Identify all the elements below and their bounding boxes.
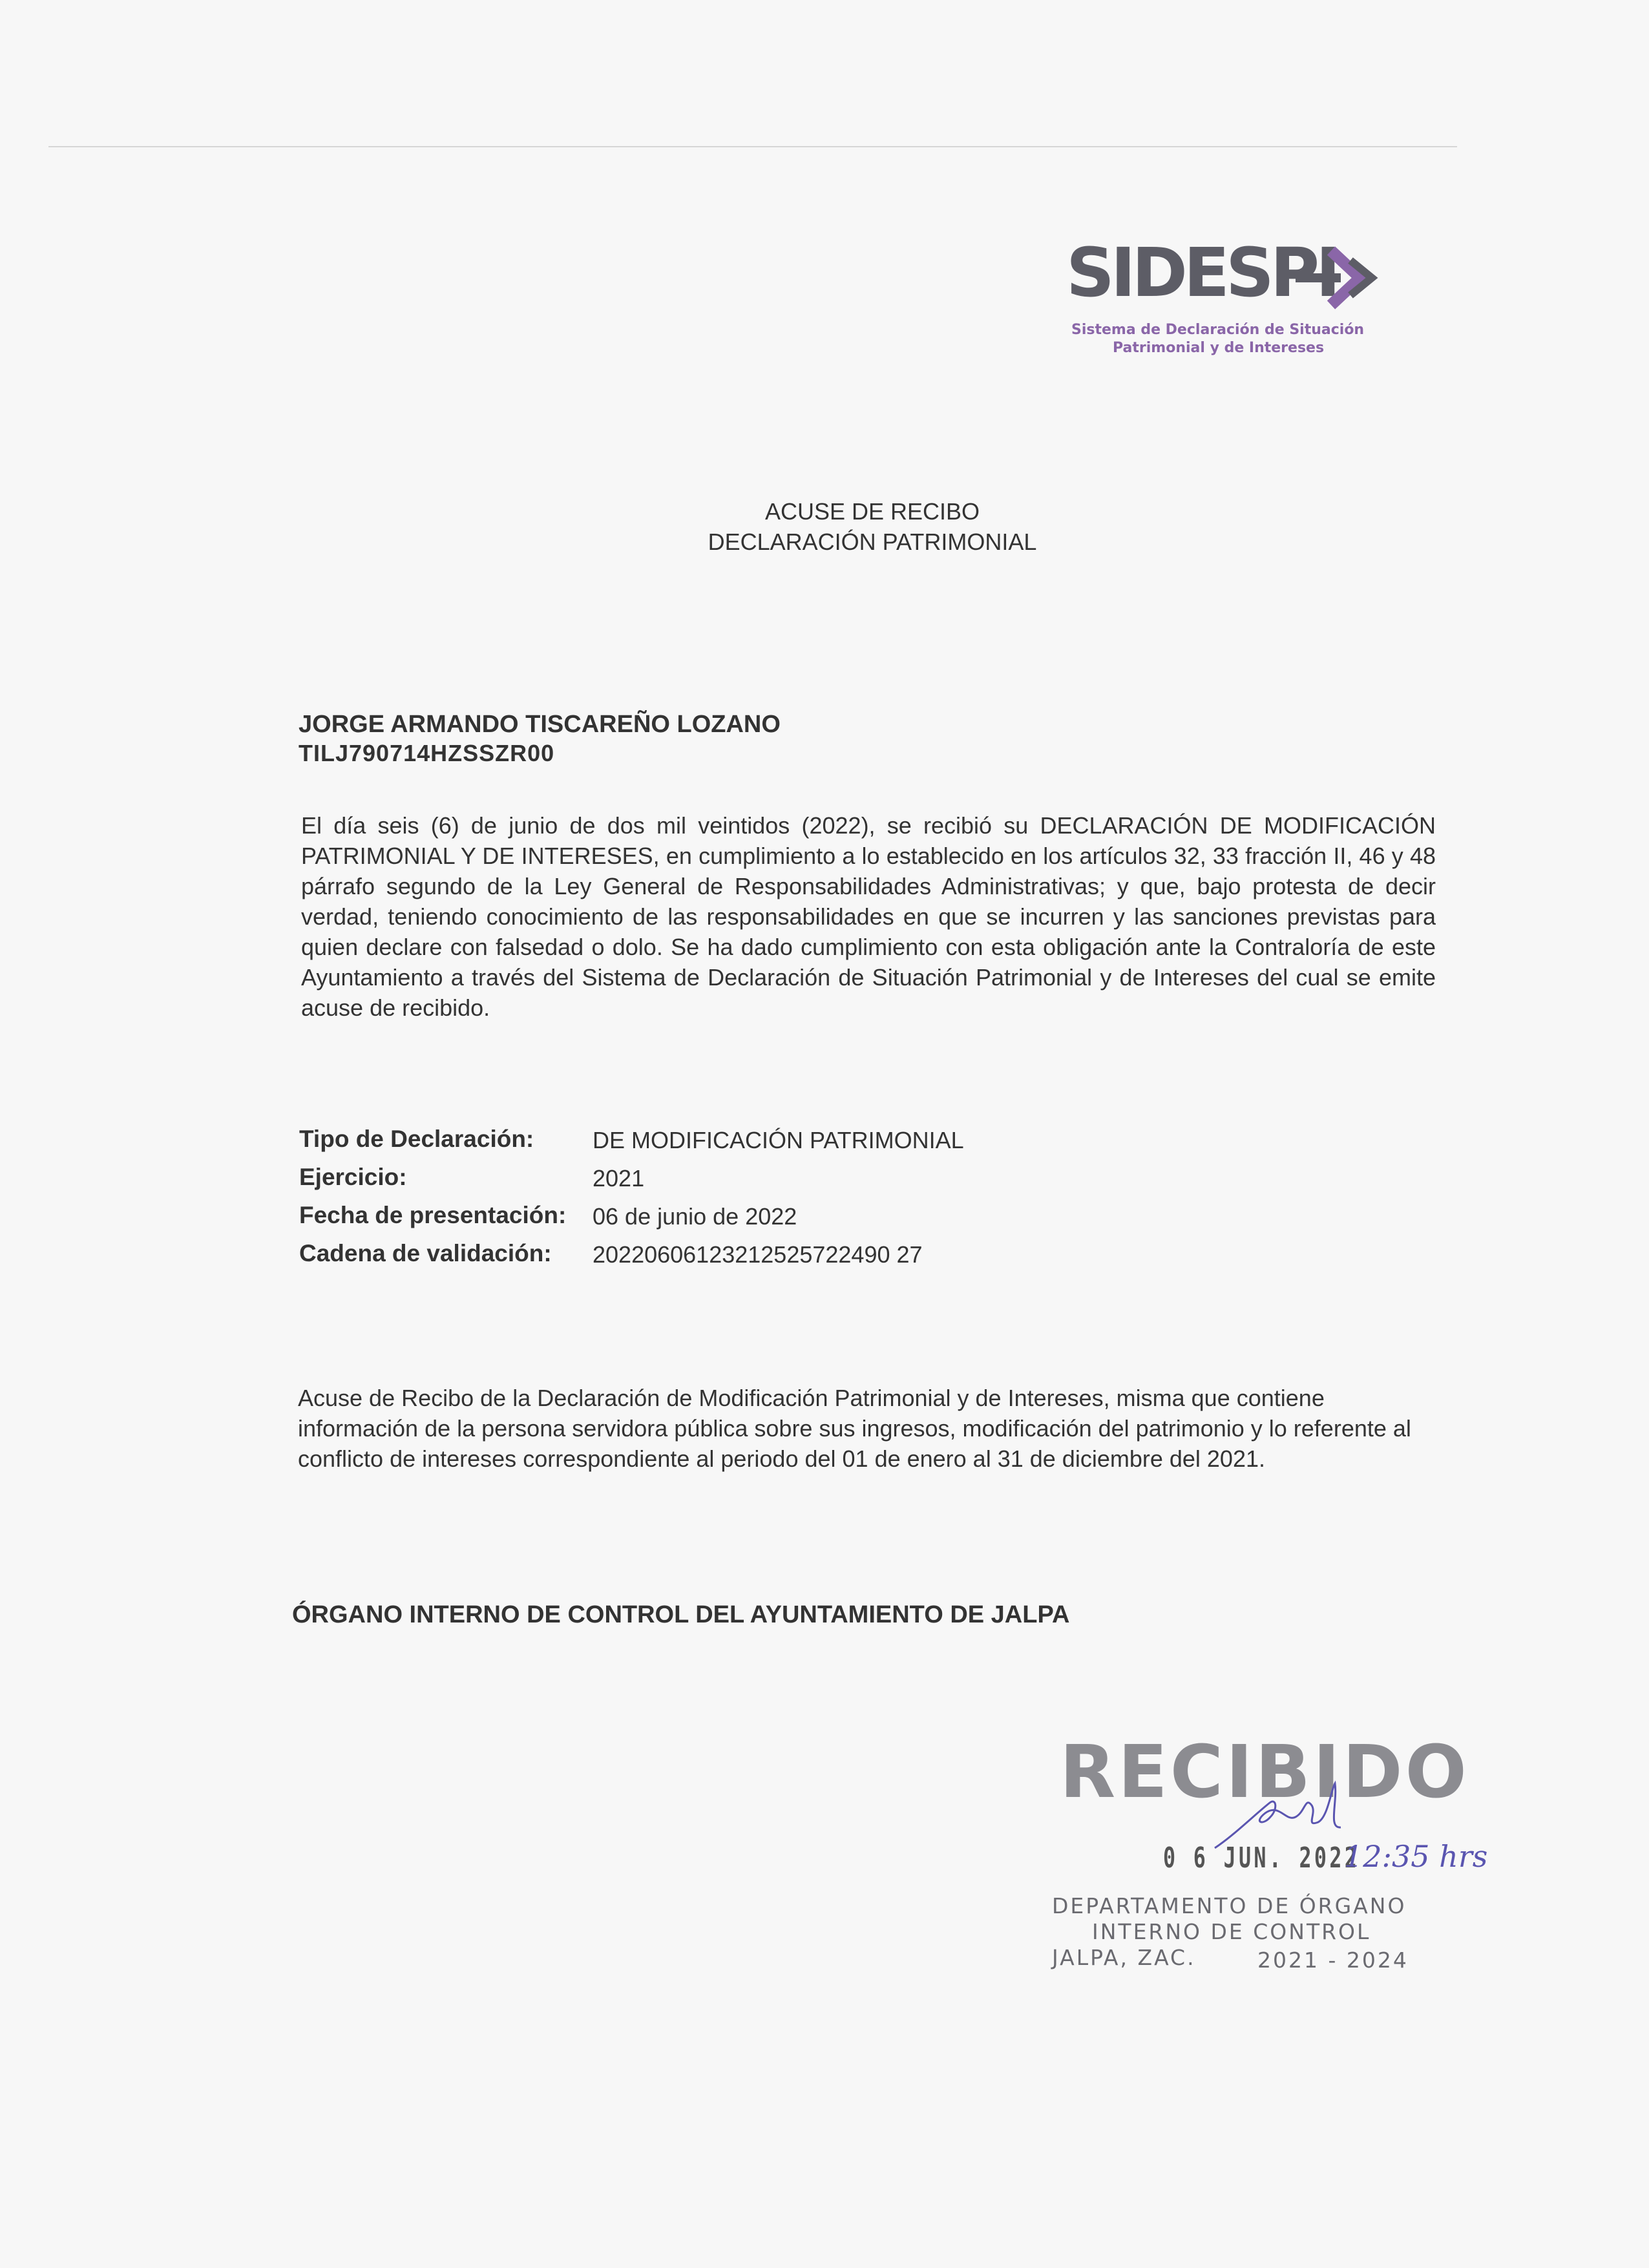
stamp-heading: RECIBIDO [1060,1730,1469,1814]
stamp-dept-line2: INTERNO DE CONTROL [1092,1919,1371,1944]
stamp-date: 0 6 JUN. 2022 [1163,1842,1360,1874]
title-line1: ACUSE DE RECIBO [764,498,980,525]
stamp-dept-years: 2021 - 2024 [1257,1948,1409,1973]
double-arrow-icon [1296,238,1383,322]
logo-subtitle-line1: Sistema de Declaración de Situación [1071,322,1365,338]
detail-label: Tipo de Declaración: [299,1126,534,1152]
stamp-dept-line3: JALPA, ZAC. [1052,1945,1196,1970]
detail-row-validation [299,1240,1139,1278]
acknowledgement-paragraph: El día seis (6) de junio de dos mil veintidos (2022), se recibió su DECLARACIÓN DE MODIFICACIÓN PATRIMONIAL Y DE INTERESES, en cumplimiento a lo establecido en los artículos 32, 33 fracción II, 46 y 48 párrafo segundo de la Ley General de Responsabilidades Administrativas; y que, bajo protesta de decir verdad, teniendo conocimiento de las responsabilidades en que se incurren y las sanciones previstas para quien declare con falsedad o dolo. Se ha dado cumplimiento con esta obligación ante la Contraloría de este Ayuntamiento a través del Sistema de Declaración de Situación Patrimonial y de Intereses del cual se emite acuse de recibido. [301,812,1436,1021]
stamp-time: 12:35 hrs [1344,1839,1488,1874]
scan-edge-line [48,146,1457,147]
declaration-details [299,1126,1139,1278]
detail-value: DE MODIFICACIÓN PATRIMONIAL [593,1127,964,1153]
detail-value: 06 de junio de 2022 [593,1203,797,1230]
detail-label: Ejercicio: [299,1164,407,1190]
detail-label: Cadena de validación: [299,1240,552,1266]
logo-subtitle-line2: Patrimonial y de Intereses [1113,340,1325,356]
detail-value: 2021 [593,1165,645,1192]
declarant-name: JORGE ARMANDO TISCAREÑO LOZANO [299,711,781,738]
title-line2: DECLARACIÓN PATRIMONIAL [708,529,1037,555]
stamp-dept-line1: DEPARTAMENTO DE ÓRGANO [1052,1893,1407,1918]
issuer-name: ÓRGANO INTERNO DE CONTROL DEL AYUNTAMIENTO DE JALPA [292,1601,1070,1628]
declarant-rfc: TILJ790714HZSSZR00 [299,740,555,766]
detail-row-date [299,1202,1139,1240]
detail-row-type [299,1126,1139,1164]
document-title [0,496,1649,557]
detail-value: 20220606123212525722490 27 [593,1241,923,1268]
logo-wordmark: SIDESPI [1066,233,1337,312]
detail-row-year [299,1164,1139,1202]
received-stamp [1047,1719,1512,1990]
sidespi-logo [1066,233,1389,362]
summary-paragraph: Acuse de Recibo de la Declaración de Modificación Patrimonial y de Intereses, misma que contiene información de la persona servidora pública sobre sus ingresos, modificación del patrimonio y lo referente al conflicto de intereses correspondiente al periodo del 01 de enero al 31 de diciembre del 2021. [298,1385,1411,1472]
detail-label: Fecha de presentación: [299,1202,567,1228]
